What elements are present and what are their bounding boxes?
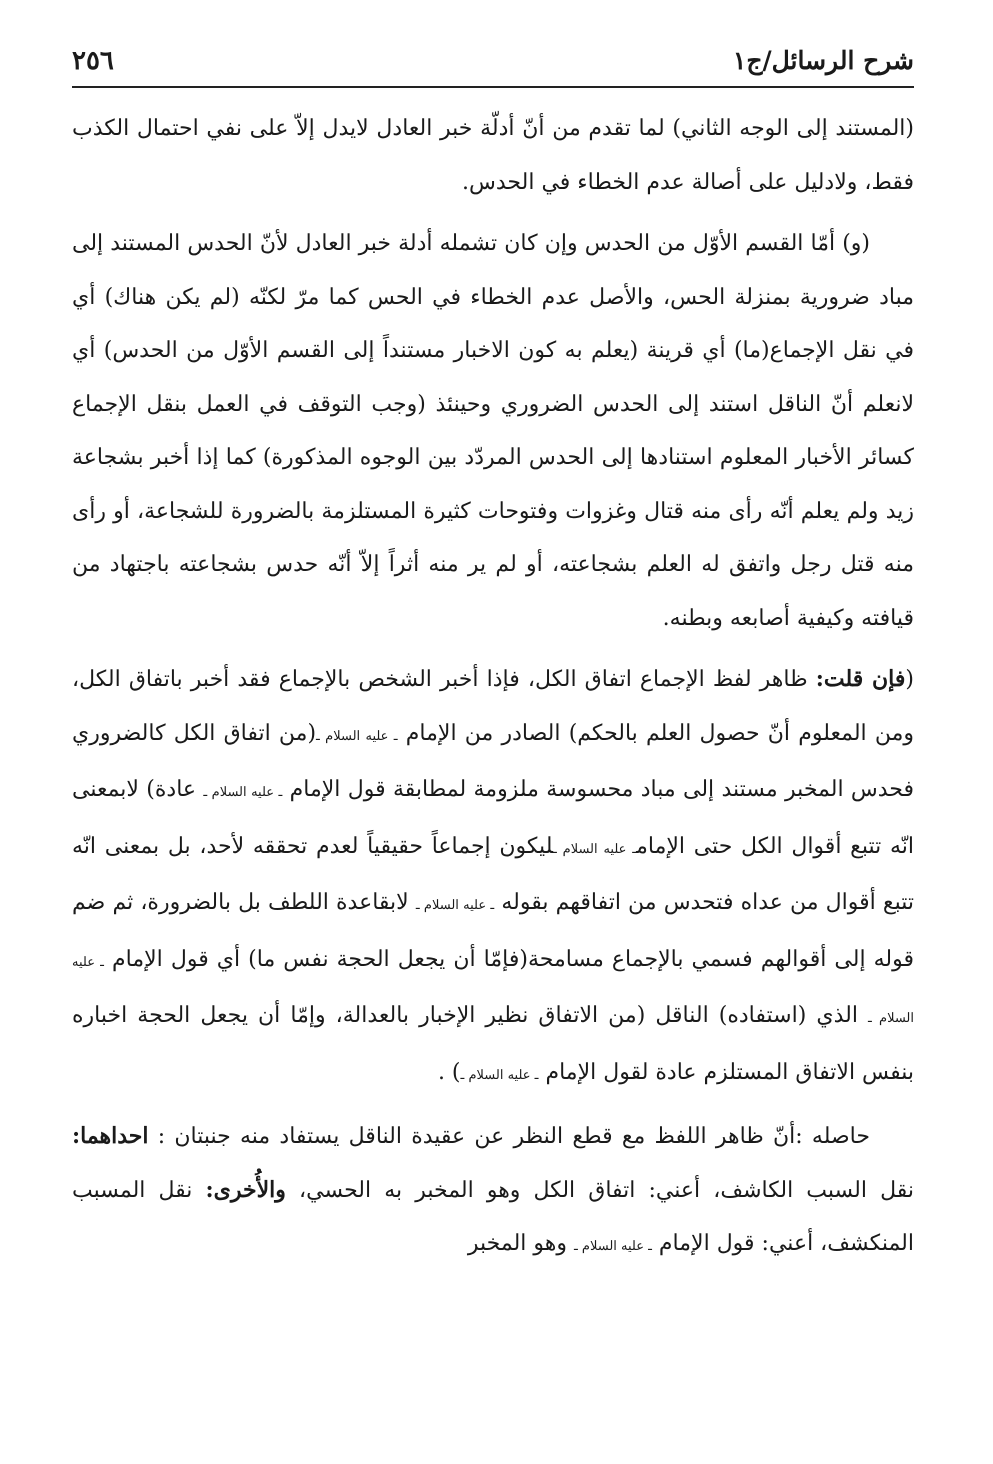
honorific: ـ عليه السلام ـ [316,728,398,744]
second-label: والأُخرى: [205,1176,286,1203]
honorific: ـ عليه السلام ـ [460,1067,539,1083]
paragraph-2: (و) أمّا القسم الأوّل من الحدس وإن كان تشمله أدلة خبر العادل لأنّ الحدس المستند إلى مباد ضرورية بمنزلة الحس، والأصل عدم الخطاء في الحس كما مرّ لكنّه (لم يكن هناك) أي في نقل الإجماع(ما) أي قرينة (يعلم به كون الاخبار مستنداً إلى القسم الأوّل من الحدس) أي لانعلم أنّ الناقل استند إلى الحدس الضروري وحينئذ (وجب التوقف في العمل بنقل الإجماع كسائر الأخبار المعلوم استنادها إلى الحدس المردّد بين الوجوه المذكورة) كما إذا أخبر بشجاعة زيد ولم يعلم أنّه رأى منه قتال وغزوات وفتوحات كثيرة المستلزمة بالضرورة للشجاعة، أو رأى منه قتل رجل واتفق له العلم بشجاعته، أو لم ير منه أثراً إلاّ أنّه حدس بشجاعته باجتهاد من قيافته وكيفية أصابعه وبطنه. [72,231,914,631]
paragraph-3: (فإن قلت: ظاهر لفظ الإجماع اتفاق الكل، فإذا أخبر الشخص بالإجماع فقد أخبر باتفاق الكل، ومن المعلوم أنّ حصول العلم بالحكم) الصادر من الإمام ـ عليه السلام ـ(من اتفاق الكل كالضروري فحدس المخبر مستند إلى مباد محسوسة ملزومة لمطابقة قول الإمام ـ عليه السلام ـ عادة) لابمعنى انّه تتبع أقوال الكل حتى الإمامـ عليه السلام ـليكون إجماعاً حقيقياً لعدم تحققه لأحد، بل بمعنى انّه تتبع أقوال من عداه فتحدس من اتفاقهم بقوله ـ عليه السلام ـ لابقاعدة اللطف بل بالضرورة، ثم ضم قوله إلى أقوالهم فسمي بالإجماع مسامحة(فإمّا أن يجعل الحجة نفس ما) أي قول الإمام ـ عليه السلام ـ الذي (استفاده) الناقل (من الاتفاق نظير الإخبار بالعدالة، وإمّا أن يجعل الحجة اخباره بنفس الاتفاق المستلزم عادة لقول الإمام ـ عليه السلام ـ) . [72,666,915,1085]
paragraph-4: حاصله :أنّ ظاهر اللفظ مع قطع النظر عن عقيدة الناقل يستفاد منه جنبتان : احداهما: نقل السبب الكاشف، أعني: اتفاق الكل وهو المخبر به الحسي، والأُخرى: نقل المسبب المنكشف، أعني: قول الإمام ـ عليه السلام ـ وهو المخبر [72,1123,914,1256]
honorific: ـ عليه السلام ـ [415,898,495,913]
honorific: ـ عليه السلام ـ [72,954,915,1026]
paren-open: ( [905,667,915,692]
first-label: احداهما: [72,1123,149,1149]
body-text [72,88,914,1274]
book-page [72,40,914,1274]
running-title: شرح الرسائل/ج١ [732,46,914,75]
paragraph-1: (المستند إلى الوجه الثاني) لما تقدم من أنّ أدلّة خبر العادل لايدل إلاّ على نفي احتمال الكذب فقط، ولادليل على أصالة عدم الخطاء في الحدس. [72,116,914,195]
honorific: ـ عليه السلام ـ [552,841,637,857]
honorific: ـ عليه السلام ـ [203,785,283,800]
honorific: ـ عليه السلام ـ [573,1239,652,1254]
question-label: فإن قلت: [815,666,906,692]
page-header [72,40,914,88]
page-number: ٢٥٦ [72,46,114,76]
